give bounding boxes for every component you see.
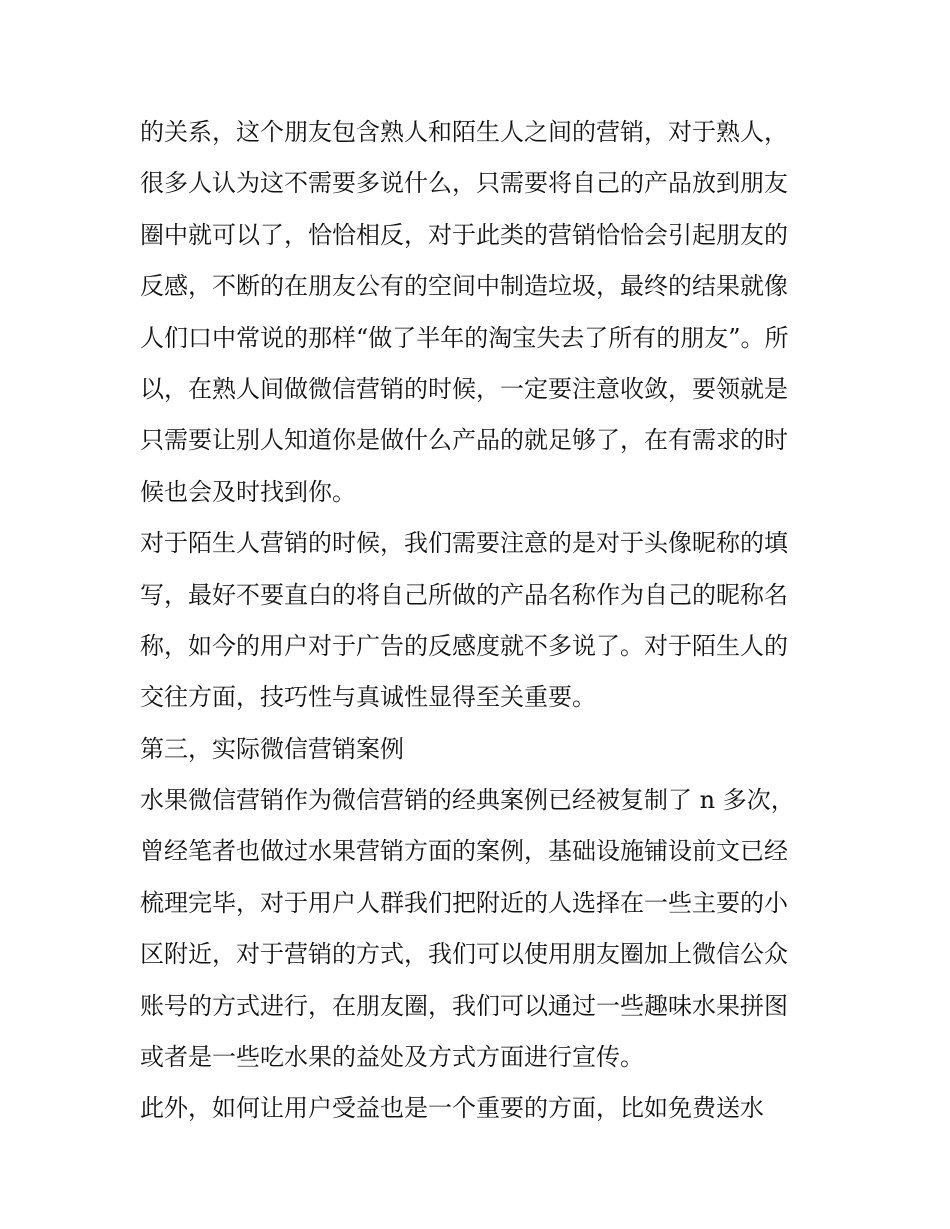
- text-line: 候也会及时找到你。: [140, 477, 356, 506]
- text-line: 很多人认为这不需要多说什么，只需要将自己的产品放到朋友: [140, 169, 788, 198]
- text-line: 交往方面，技巧性与真诚性显得至关重要。: [140, 683, 596, 712]
- text-line: 人们口中常说的那样“做了半年的淘宝失去了所有的朋友”。所: [140, 323, 789, 352]
- section-heading: 第三，实际微信营销案例: [140, 734, 404, 763]
- text-line: 的关系，这个朋友包含熟人和陌生人之间的营销，对于熟人，: [140, 118, 788, 146]
- text-line: 反感，不断的在朋友公有的空间中制造垃圾，最终的结果就像: [140, 272, 788, 301]
- text-line: 账号的方式进行，在朋友圈，我们可以通过一些趣味水果拼图: [140, 991, 788, 1020]
- text-line: 梳理完毕，对于用户人群我们把附近的人选择在一些主要的小: [140, 888, 788, 917]
- text-line: 只需要让别人知道你是做什么产品的就足够了，在有需求的时: [140, 426, 788, 455]
- text-line: 曾经笔者也做过水果营销方面的案例，基础设施铺设前文已经: [140, 837, 788, 866]
- text-line: 此外，如何让用户受益也是一个重要的方面，比如免费送水: [140, 1094, 764, 1123]
- text-line: 以，在熟人间做微信营销的时候，一定要注意收敛，要领就是: [140, 374, 788, 403]
- text-line: 对于陌生人营销的时候，我们需要注意的是对于头像昵称的填: [140, 529, 788, 558]
- text-line: 称，如今的用户对于广告的反感度就不多说了。对于陌生人的: [140, 631, 788, 660]
- text-line: 圈中就可以了，恰恰相反，对于此类的营销恰恰会引起朋友的: [140, 220, 788, 249]
- text-line: 或者是一些吃水果的益处及方式方面进行宣传。: [140, 1043, 644, 1072]
- text-line: 写，最好不要直白的将自己所做的产品名称作为自己的昵称名: [140, 580, 788, 609]
- body-text: [140, 107, 820, 1135]
- text-line: 区附近，对于营销的方式，我们可以使用朋友圈加上微信公众: [140, 940, 788, 969]
- text-line: 水果微信营销作为微信营销的经典案例已经被复制了 n 多次，: [140, 786, 795, 815]
